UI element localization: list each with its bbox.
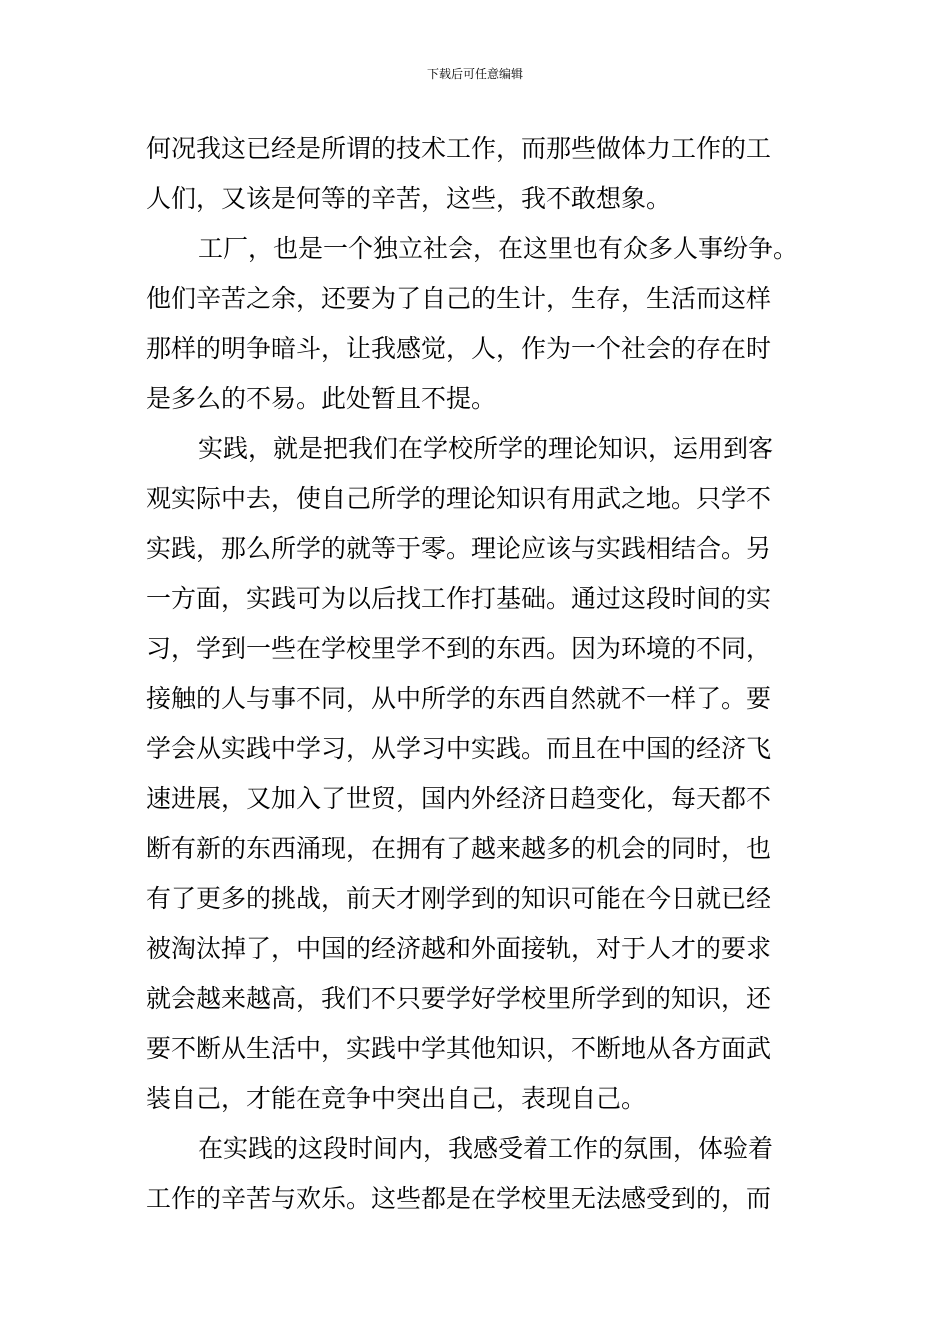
text-line: 在实践的这段时间内，我感受着工作的氛围，体验着 — [198, 1134, 774, 1163]
text-line: 速进展，又加入了世贸，国内外经济日趋变化，每天都不 — [146, 784, 772, 813]
text-line: 工厂，也是一个独立社会，在这里也有众多人事纷争。 — [198, 234, 799, 263]
text-line: 他们辛苦之余，还要为了自己的生计，生存，生活而这样 — [146, 284, 772, 313]
text-line: 接触的人与事不同，从中所学的东西自然就不一样了。要 — [146, 684, 772, 713]
text-line: 习，学到一些在学校里学不到的东西。因为环境的不同， — [146, 634, 772, 663]
page-header: 下载后可任意编辑 — [426, 67, 523, 81]
text-line: 是多么的不易。此处暂且不提。 — [146, 384, 497, 413]
text-line: 观实际中去，使自己所学的理论知识有用武之地。只学不 — [146, 484, 772, 513]
text-line: 装自己，才能在竞争中突出自己，表现自己。 — [146, 1084, 647, 1113]
text-line: 学会从实践中学习，从学习中实践。而且在中国的经济飞 — [146, 734, 772, 763]
text-line: 就会越来越高，我们不只要学好学校里所学到的知识，还 — [146, 984, 772, 1013]
text-line: 实践，就是把我们在学校所学的理论知识，运用到客 — [198, 434, 774, 463]
text-line: 工作的辛苦与欢乐。这些都是在学校里无法感受到的，而 — [146, 1184, 772, 1213]
text-line: 何况我这已经是所谓的技术工作，而那些做体力工作的工 — [146, 134, 772, 163]
text-line: 断有新的东西涌现，在拥有了越来越多的机会的同时，也 — [146, 834, 772, 863]
text-line: 一方面，实践可为以后找工作打基础。通过这段时间的实 — [146, 584, 772, 613]
text-line: 被淘汰掉了，中国的经济越和外面接轨，对于人才的要求 — [146, 934, 772, 963]
text-line: 那样的明争暗斗，让我感觉，人，作为一个社会的存在时 — [146, 334, 772, 363]
text-line: 要不断从生活中，实践中学其他知识，不断地从各方面武 — [146, 1034, 772, 1063]
text-line: 实践，那么所学的就等于零。理论应该与实践相结合。另 — [146, 534, 772, 563]
text-line: 人们，又该是何等的辛苦，这些，我不敢想象。 — [146, 184, 672, 213]
text-line: 有了更多的挑战，前天才刚学到的知识可能在今日就已经 — [146, 884, 772, 913]
